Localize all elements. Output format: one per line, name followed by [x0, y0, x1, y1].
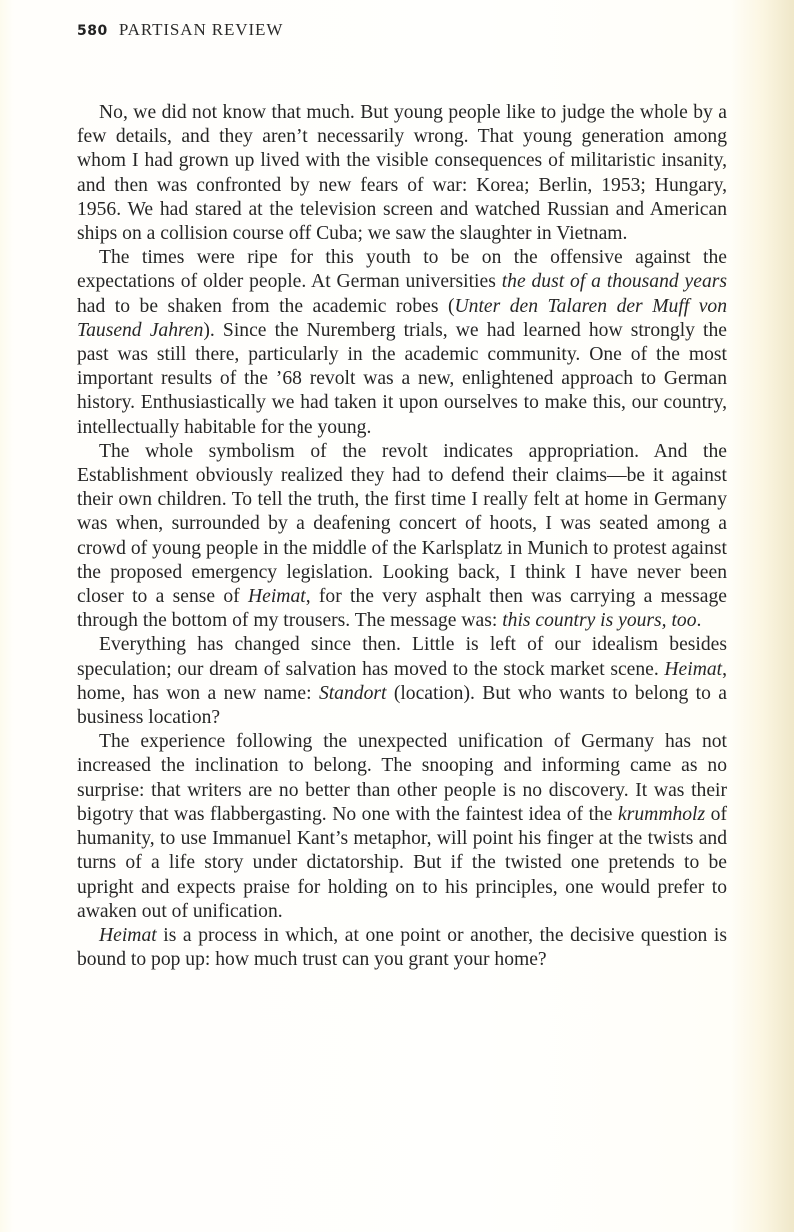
italic-phrase: krummholz [618, 803, 706, 825]
text-run: had to be shaken from the academic robes ( [77, 295, 455, 317]
text-run: The times were ripe for this youth to be on the offensive against the expectations of older people. At German universities [77, 247, 727, 293]
page-number: 580 [77, 23, 108, 39]
text-run: No, we did not know that much. But young people like to judge the whole by a few details, and they aren’t necessarily wrong. That young generation among whom I had grown up lived with the visible consequences of militaristic insanity, and then was confronted by new fears of war: Korea; Berlin, 1953; Hungary, 1956. We had stared at the television screen and watched Russian and American ships on a collision course off Cuba; we saw the slaughter in Vietnam. [77, 102, 727, 245]
paragraph [77, 924, 727, 972]
italic-phrase: Heimat [664, 658, 723, 680]
italic-phrase: Standort [318, 682, 387, 704]
paragraph [77, 633, 727, 730]
paragraph [77, 101, 727, 246]
italic-phrase: Unter den Talaren der Muff von Tausend Jahren [77, 295, 728, 341]
journal-title: PARTISAN REVIEW [118, 20, 284, 39]
text-run: , for the very asphalt then was carrying a message through the bottom of my trousers. The message was: [77, 586, 727, 632]
italic-phrase: this country is yours, too [502, 610, 697, 632]
paragraph [77, 246, 727, 440]
text-run: ). Since the Nuremberg trials, we had learned how strongly the past was still there, particularly in the academic community. One of the most important results of the ’68 revolt was a new, enlightened approach to German history. Enthusiastically we had taken it upon ourselves to make this, our country, intellectually habitable for the young. [77, 319, 727, 438]
text-run: . [696, 610, 702, 632]
text-run: , home, has won a new name: [77, 658, 727, 704]
paragraph [77, 730, 727, 924]
text-run: (location). But who wants to belong to a business location? [77, 682, 727, 729]
text-run: is a process in which, at one point or another, the decisive question is bound to pop up: how much trust can you grant your home? [77, 924, 727, 971]
text-run: of humanity, to use Immanuel Kant’s metaphor, will point his finger at the twists and turns of a life story under dictatorship. But if the twisted one pretends to be upright and expects praise for holding on to his principles, one would prefer to awaken out of unification. [77, 803, 727, 922]
italic-phrase: Heimat [99, 924, 157, 946]
running-header [77, 20, 283, 40]
text-run: The experience following the unexpected unification of Germany has not increased the inclination to belong. The snooping and informing came as no surprise: that writers are no better than other people is no discovery. It was their bigotry that was flabbergasting. No one with the faintest idea of the [77, 731, 727, 825]
text-run: Everything has changed since then. Little is left of our idealism besides speculation; our dream of salvation has moved to the stock market scene. [77, 634, 727, 680]
text-run: The whole symbolism of the revolt indicates appropriation. And the Establishment obviously realized they had to defend their claims—be it against their own children. To tell the truth, the first time I really felt at home in Germany was when, surrounded by a deafening concert of hoots, I was seated among a crowd of young people in the middle of the Karlsplatz in Munich to protest against the proposed emergency legislation. Looking back, I think I have never been closer to a sense of [77, 440, 727, 608]
paragraph [77, 440, 727, 634]
italic-phrase: Heimat [248, 586, 306, 608]
article-body [77, 101, 727, 972]
italic-phrase: the dust of a thousand years [501, 271, 727, 293]
